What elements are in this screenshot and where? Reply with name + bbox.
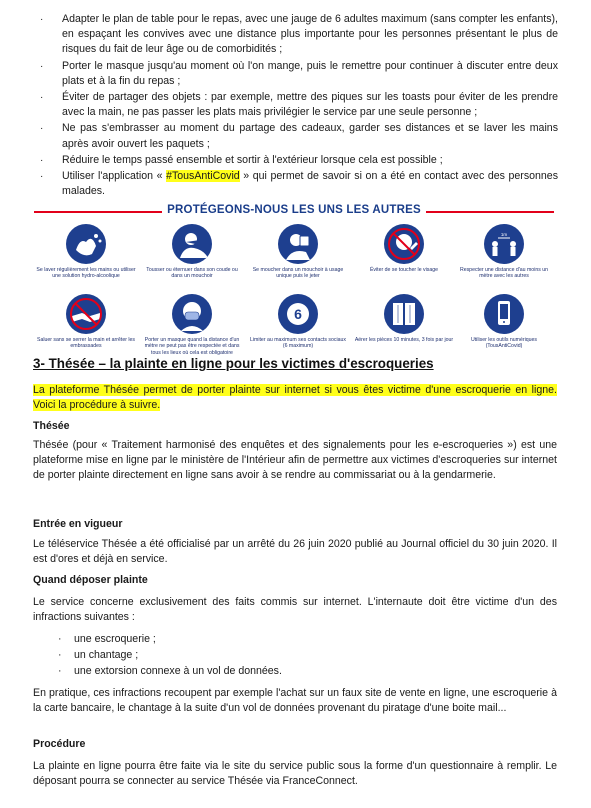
app-phone-icon <box>484 294 524 334</box>
ventilate-icon <box>384 294 424 334</box>
list-item: · une escroquerie ; <box>74 632 282 648</box>
gesture-caption: Se laver régulièrement les mains ou utiliser une solution hydro-alcoolique <box>36 267 136 280</box>
bullet-dot: · <box>58 664 62 677</box>
gesture-caption: Éviter de se toucher le visage <box>369 267 439 273</box>
list-item: · un chantage ; <box>74 648 282 664</box>
bullet-dot: · <box>40 154 44 166</box>
svg-text:6: 6 <box>294 306 302 322</box>
app-name-highlight: #TousAntiCovid <box>166 170 240 183</box>
list-item: · une extorsion connexe à un vol de données. <box>74 664 282 680</box>
mask-icon <box>172 294 212 334</box>
six-contacts-icon <box>278 294 318 334</box>
distance-icon <box>484 224 524 264</box>
title-rule-right <box>426 211 554 213</box>
infractions-list <box>58 632 282 679</box>
gesture-item <box>454 294 554 350</box>
thesee-paragraph: Thésée (pour « Traitement harmonisé des enquêtes et des signalements pour les e-escroqueries ») est une plateforme mise en ligne par le ministère de l'Intérieur afin de permettre aux victimes d'escroqueries sur internet de porter plainte directement en ligne sans avoir à se rendre au commissariat ou à la gendarmerie. <box>33 439 557 482</box>
list-item: · Réduire le temps passé ensemble et sortir à l'extérieur lorsque cela est possible ; <box>62 153 558 168</box>
entree-heading: Entrée en vigueur <box>33 518 123 530</box>
list-item: · Utiliser l'application « #TousAntiCovid » qui permet de savoir si on a été en contact avec des personnes malades. <box>40 170 558 198</box>
hand-wash-icon <box>66 224 106 264</box>
list-item: · Adapter le plan de table pour le repas, avec une jauge de 6 adultes maximum (sans compter les enfants), en espaçant les convives avec une distance plus importante pour les personnes présentant le plus de risques du fait de leur âge ou de comorbidités ; <box>40 13 558 56</box>
section-heading: 3- Thésée – la plainte en ligne pour les victimes d'escroqueries <box>33 356 434 371</box>
title-rule-left <box>34 211 162 213</box>
bullet-dot: · <box>40 123 44 135</box>
bullet-dot: · <box>40 171 44 183</box>
pratique-paragraph: En pratique, ces infractions recoupent par exemple l'achat sur un faux site de vente en ligne, une escroquerie à la carte bancaire, le chantage à la suite d'un vol de données provenant du piratage d'une boite mail... <box>33 687 557 715</box>
list-item: · Éviter de partager des objets : par exemple, mettre des piques sur les toasts pour éviter de les prendre avec la main, ne pas passer les plats mais privilégier le service par une seule personne ; <box>40 91 558 119</box>
infographic-title: PROTÉGEONS-NOUS LES UNS LES AUTRES <box>167 204 421 216</box>
bullet-dot: · <box>40 14 44 25</box>
procedure-paragraph: La plainte en ligne pourra être faite via le site du service public sous la forme d'un questionnaire à remplir. Le déposant pourra se connecter au service Thésée via FranceConnect. <box>33 760 557 788</box>
gesture-item <box>248 294 348 350</box>
gesture-caption: Respecter une distance d'au moins un mètre avec les autres <box>459 267 549 280</box>
svg-text:1m: 1m <box>500 232 508 237</box>
gesture-item <box>454 224 554 280</box>
gesture-caption: Aérer les pièces 10 minutes, 3 fois par jour <box>354 337 454 343</box>
gesture-item <box>36 224 136 280</box>
gesture-caption: Tousser ou éternuer dans son coude ou dans un mouchoir <box>146 267 238 280</box>
elbow-cough-icon <box>172 224 212 264</box>
list-item: · Porter le masque jusqu'au moment où l'on mange, puis le remettre pour continuer à discuter entre deux plats et à la fin du repas ; <box>40 59 558 87</box>
tissue-icon <box>278 224 318 264</box>
quand-heading: Quand déposer plainte <box>33 574 148 586</box>
section-intro: La plateforme Thésée permet de porter plainte sur internet si vous êtes victime d'une escroquerie en ligne. Voici la procédure à suivre. <box>33 384 557 412</box>
gesture-caption: Saluer sans se serrer la main et arrêter les embrassades <box>36 337 136 350</box>
gesture-caption: Limiter au maximum ses contacts sociaux (6 maximum) <box>249 337 346 350</box>
gesture-caption: Utiliser les outils numériques (TousAntiCovid) <box>470 337 538 350</box>
no-face-touch-icon <box>384 224 424 264</box>
gesture-item <box>354 224 454 273</box>
entree-paragraph: Le téléservice Thésée a été officialisé par un arrêté du 26 juin 2020 publié au Journal officiel du 30 juin 2020. Il est d'ores et déjà en service. <box>33 538 557 566</box>
gesture-item <box>142 294 242 356</box>
gesture-caption: Se moucher dans un mouchoir à usage unique puis le jeter <box>252 267 344 280</box>
quand-paragraph: Le service concerne exclusivement des faits commis sur internet. L'internaute doit être victime d'un des infractions suivantes : <box>33 596 557 624</box>
health-bullet-list <box>40 12 558 200</box>
gesture-item <box>354 294 454 343</box>
gesture-item <box>142 224 242 280</box>
gesture-caption: Porter un masque quand la distance d'un mètre ne peut pas être respectée et dans tous les lieux où cela est obligatoire <box>144 337 240 356</box>
bullet-dot: · <box>58 648 62 661</box>
gesture-item <box>248 224 348 280</box>
bullet-dot: · <box>40 92 44 104</box>
thesee-heading: Thésée <box>33 420 70 432</box>
procedure-heading: Procédure <box>33 738 86 750</box>
list-item: · Ne pas s'embrasser au moment du partage des cadeaux, garder ses distances et se laver les mains après avoir ouvert les paquets ; <box>40 122 558 150</box>
bullet-dot: · <box>58 633 62 645</box>
no-handshake-icon <box>66 294 106 334</box>
barrier-gestures-infographic <box>34 202 554 354</box>
gesture-item <box>36 294 136 350</box>
bullet-dot: · <box>40 60 44 72</box>
